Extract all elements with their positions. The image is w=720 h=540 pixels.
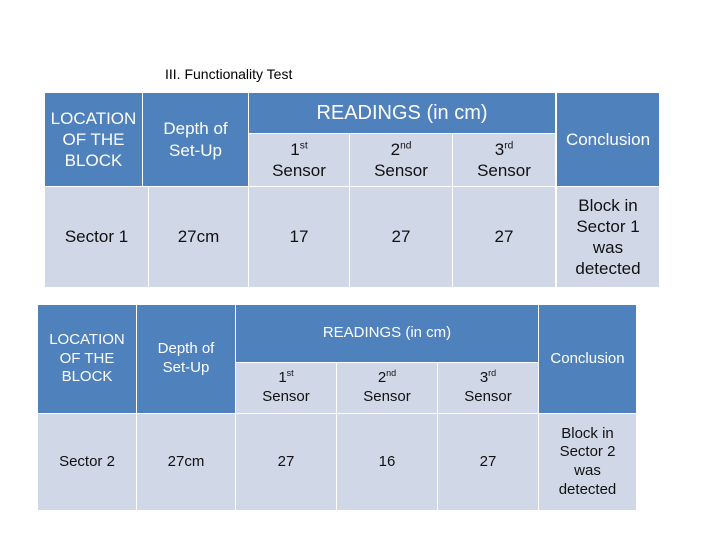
readings-header: READINGS (in cm): [236, 305, 538, 362]
sensor-2-header: 2nd Sensor: [337, 363, 437, 413]
sensor-3-header: 3rd Sensor: [438, 363, 538, 413]
depth-value: 27cm: [149, 187, 248, 287]
depth-header: Depth of Set-Up: [143, 93, 248, 186]
depth-header: Depth of Set-Up: [137, 305, 235, 413]
sensor-2-header: 2nd Sensor: [350, 134, 452, 186]
depth-value: 27cm: [137, 414, 235, 510]
sensor-1-header: 1st Sensor: [249, 134, 349, 186]
table-row: [38, 414, 136, 510]
sensor-1-header: 1st Sensor: [236, 363, 336, 413]
readings-header: READINGS (in cm): [249, 93, 555, 133]
sensor-1-reading: 17: [249, 187, 349, 287]
sensor-2-reading: 16: [337, 414, 437, 510]
sensor-3-reading: 27: [453, 187, 555, 287]
sensor-3-reading: 27: [438, 414, 538, 510]
table-row: [45, 187, 148, 287]
conclusion-header: Conclusion: [539, 305, 636, 413]
location-value: Sector 1: [64, 227, 129, 247]
location-value: Sector 2: [59, 452, 115, 470]
sensor-2-reading: 27: [350, 187, 452, 287]
conclusion-value: Block in Sector 2 was detected: [539, 414, 636, 510]
sensor-3-header: 3rd Sensor: [453, 134, 555, 186]
conclusion-value: Block in Sector 1 was detected: [557, 187, 659, 287]
location-header: LOCATION OF THE BLOCK: [38, 305, 136, 413]
location-header: LOCATION OF THE BLOCK: [45, 93, 142, 186]
sensor-1-reading: 27: [236, 414, 336, 510]
conclusion-header: Conclusion: [557, 93, 659, 186]
section-heading: III. Functionality Test: [165, 66, 293, 82]
